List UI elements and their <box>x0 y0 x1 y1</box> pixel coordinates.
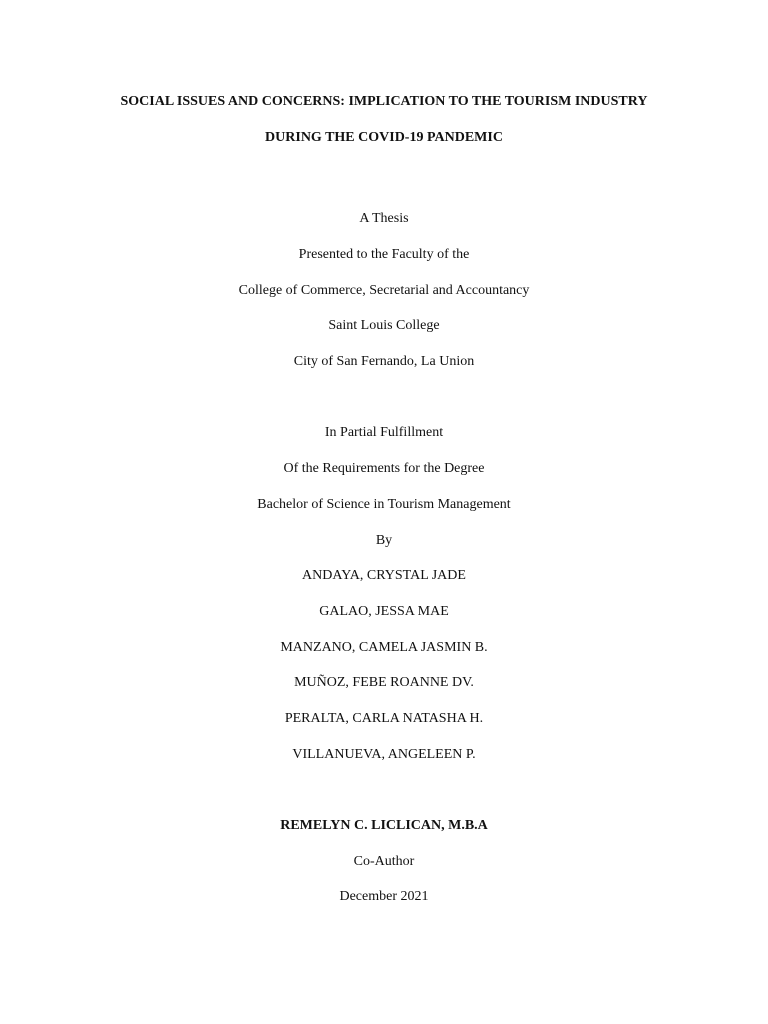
co-author-name: REMELYN C. LICLICAN, M.B.A <box>280 818 488 833</box>
by-label: By <box>375 533 393 548</box>
school-location: City of San Fernando, La Union <box>293 354 475 369</box>
author-name: ANDAYA, CRYSTAL JADE <box>302 568 466 583</box>
fulfillment-line-2: Of the Requirements for the Degree <box>283 461 485 476</box>
thesis-title-line-1: SOCIAL ISSUES AND CONCERNS: IMPLICATION TO THE TOURISM INDUSTRY <box>120 94 648 109</box>
thesis-title-line-2: DURING THE COVID-19 PANDEMIC <box>265 130 503 145</box>
author-name: VILLANUEVA, ANGELEEN P. <box>292 747 476 762</box>
author-name: PERALTA, CARLA NATASHA H. <box>284 711 484 726</box>
college-name: College of Commerce, Secretarial and Accountancy <box>238 283 530 298</box>
author-name: MUÑOZ, FEBE ROANNE DV. <box>294 675 474 690</box>
degree-name: Bachelor of Science in Tourism Management <box>257 497 511 512</box>
presented-to: Presented to the Faculty of the <box>298 247 470 262</box>
document-type: A Thesis <box>359 211 409 226</box>
document-date: December 2021 <box>339 889 429 904</box>
co-author-role: Co-Author <box>353 854 415 869</box>
author-name: GALAO, JESSA MAE <box>319 604 449 619</box>
author-name: MANZANO, CAMELA JASMIN B. <box>280 640 488 655</box>
school-name: Saint Louis College <box>328 318 440 333</box>
fulfillment-line-1: In Partial Fulfillment <box>324 425 444 440</box>
